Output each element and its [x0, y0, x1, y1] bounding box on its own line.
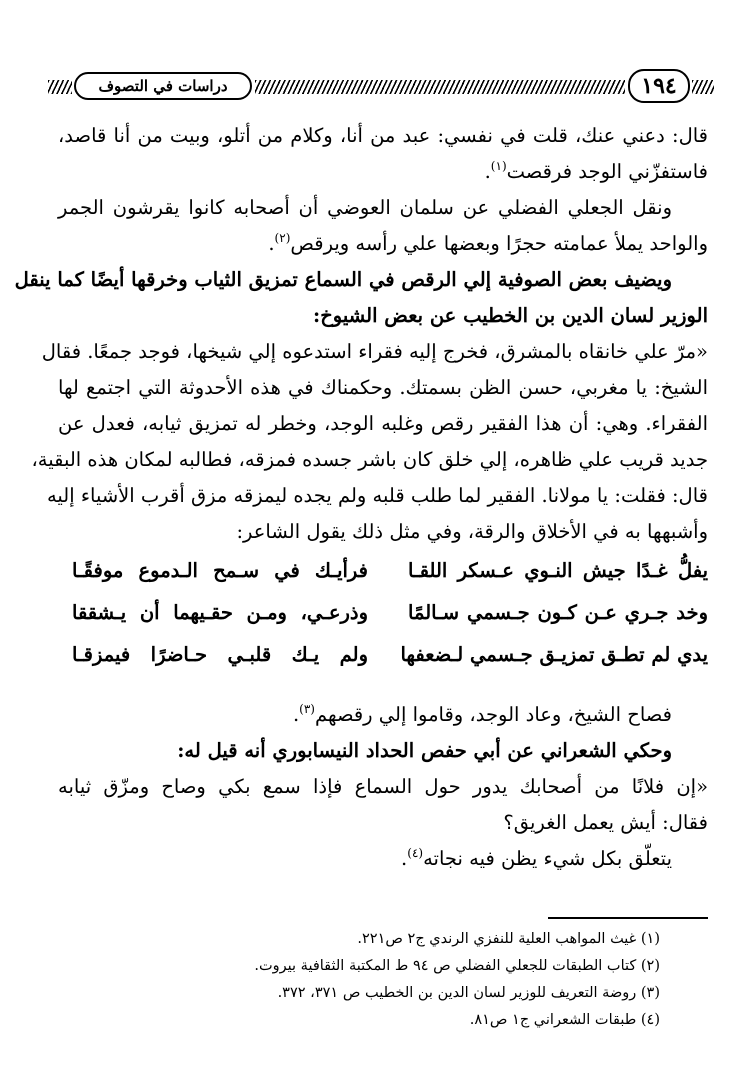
- text-line: الشيخ: يا مغربي، حسن الظن بسمتك. وحكمناك في هذه الأحدوثة التي اجتمع لها: [58, 376, 708, 399]
- text-line: الفقراء. وهي: أن هذا الفقير رقص وغلبه الوجد، وخطر له تمزيق ثيابه، فعدل عن: [58, 412, 708, 435]
- text-line: قال: فقلت: يا مولانا. الفقير لما طلب قلبه ولم يجده ليمزقه مزق أقرب الأشياء إليه: [46, 484, 708, 507]
- text-line: ونقل الجعلي الفضلي عن سلمان العوضي أن أصحابه كانوا يقرشون الجمر: [58, 196, 672, 219]
- header-ornament-middle: [255, 80, 625, 94]
- text-line: «مرّ علي خانقاه بالمشرق، فخرج إليه فقراء استدعوه إلي شيخها، فوجد جمعًا. فقال: [41, 340, 708, 363]
- text-line: الوزير لسان الدين بن الخطيب عن بعض الشيوخ:: [313, 304, 708, 327]
- main-text: [14, 118, 708, 550]
- footnote-ref-1: (١): [490, 159, 507, 173]
- footnote-ref-2: (٢): [274, 231, 291, 245]
- poem-verse: [58, 601, 708, 643]
- poem-verse: [58, 643, 708, 685]
- text-span: فصاح الشيخ، وعاد الوجد، وقاموا إلي رقصهم: [314, 703, 672, 726]
- text-line: وحكي الشعراني عن أبي حفص الحداد النيسابوري أنه قيل له:: [177, 739, 672, 762]
- verse-first-hemistich: يدي لم تطـق تمزيـق جـسمي لـضعفها: [400, 643, 708, 666]
- header-ornament-left: [48, 80, 72, 94]
- verse-second-hemistich: فرأيـك في سـمح الـدموع موفقًـا: [72, 559, 368, 582]
- text-line: «إن فلانًا من أصحابك يدور حول السماع فإذا سمع بكي وصاح ومزّق ثيابه: [58, 775, 708, 798]
- footnote-item: (١) غيث المواهب العلية للنفزي الرندي ج٢ ص٢٢١.: [357, 931, 660, 947]
- footnote-separator: [548, 917, 708, 919]
- verse-second-hemistich: وذرعـي، ومـن حقـيهما أن يـشققا: [72, 601, 368, 624]
- poem-verse: [58, 559, 708, 601]
- footnote-ref-4: (٤): [407, 846, 424, 860]
- text-line: ويضيف بعض الصوفية إلي الرقص في السماع تمزيق الثياب وخرقها أيضًا كما ينقل: [14, 268, 672, 291]
- book-title: دراسات في التصوف: [74, 72, 252, 100]
- header-ornament-right: [692, 80, 714, 94]
- text-line: والواحد يملأ عمامته حجرًا وبعضها علي رأسه ويرقص$^{(٢)}$.: [268, 231, 708, 255]
- text-span: فاستفزّني الوجد فرقصت: [506, 160, 708, 183]
- poem-block: [58, 559, 708, 685]
- running-header: [48, 72, 712, 104]
- footnote-ref-3: (٣): [299, 702, 315, 716]
- footnotes: [58, 926, 708, 1034]
- text-span: يتعلّق بكل شيء يظن فيه نجاته: [423, 847, 672, 870]
- text-line: جديد قريب علي ظاهره، إلي خلق كان باشر جسده فمزقه، فطالبه لمكان هذه البقية،: [31, 448, 708, 471]
- text-line: وأشبهها به في الأخلاق والرقة، وفي مثل ذلك يقول الشاعر:: [236, 520, 708, 543]
- footnote-item: (٣) روضة التعريف للوزير لسان الدين بن الخطيب ص ٣٧١، ٣٧٢.: [277, 985, 660, 1001]
- text-line: يتعلّق بكل شيء يظن فيه نجاته$^{(٤)}$.: [401, 846, 672, 870]
- footnote-item: (٤) طبقات الشعراني ج١ ص٨١.: [469, 1012, 660, 1028]
- text-line: قال: دعني عنك، قلت في نفسي: عبد من أنا، وكلام من أتلو، وبيت من أنا قاصد،: [58, 124, 708, 147]
- text-line: فقال: أيش يعمل الغريق؟: [503, 811, 708, 834]
- verse-second-hemistich: ولم يـك قلبـي حـاضرًا فيمزقـا: [72, 643, 368, 666]
- text-line: فصاح الشيخ، وعاد الوجد، وقاموا إلي رقصهم$^{(٣)}$.: [292, 702, 672, 726]
- page-number: ١٩٤: [628, 69, 690, 103]
- text-span: والواحد يملأ عمامته حجرًا وبعضها علي رأسه ويرقص: [290, 232, 708, 255]
- footnote-item: (٢) كتاب الطبقات للجعلي الفضلي ص ٩٤ ط المكتبة الثقافية بيروت.: [254, 958, 660, 974]
- main-text-continued: [58, 697, 708, 877]
- text-line: فاستفزّني الوجد فرقصت$^{(١)}$.: [484, 159, 708, 183]
- verse-first-hemistich: وخد جـري عـن كـون جـسمي سـالمًا: [408, 601, 708, 624]
- verse-first-hemistich: يفلُّ غـدًا جيش النـوي عـسكر اللقـا: [408, 559, 708, 582]
